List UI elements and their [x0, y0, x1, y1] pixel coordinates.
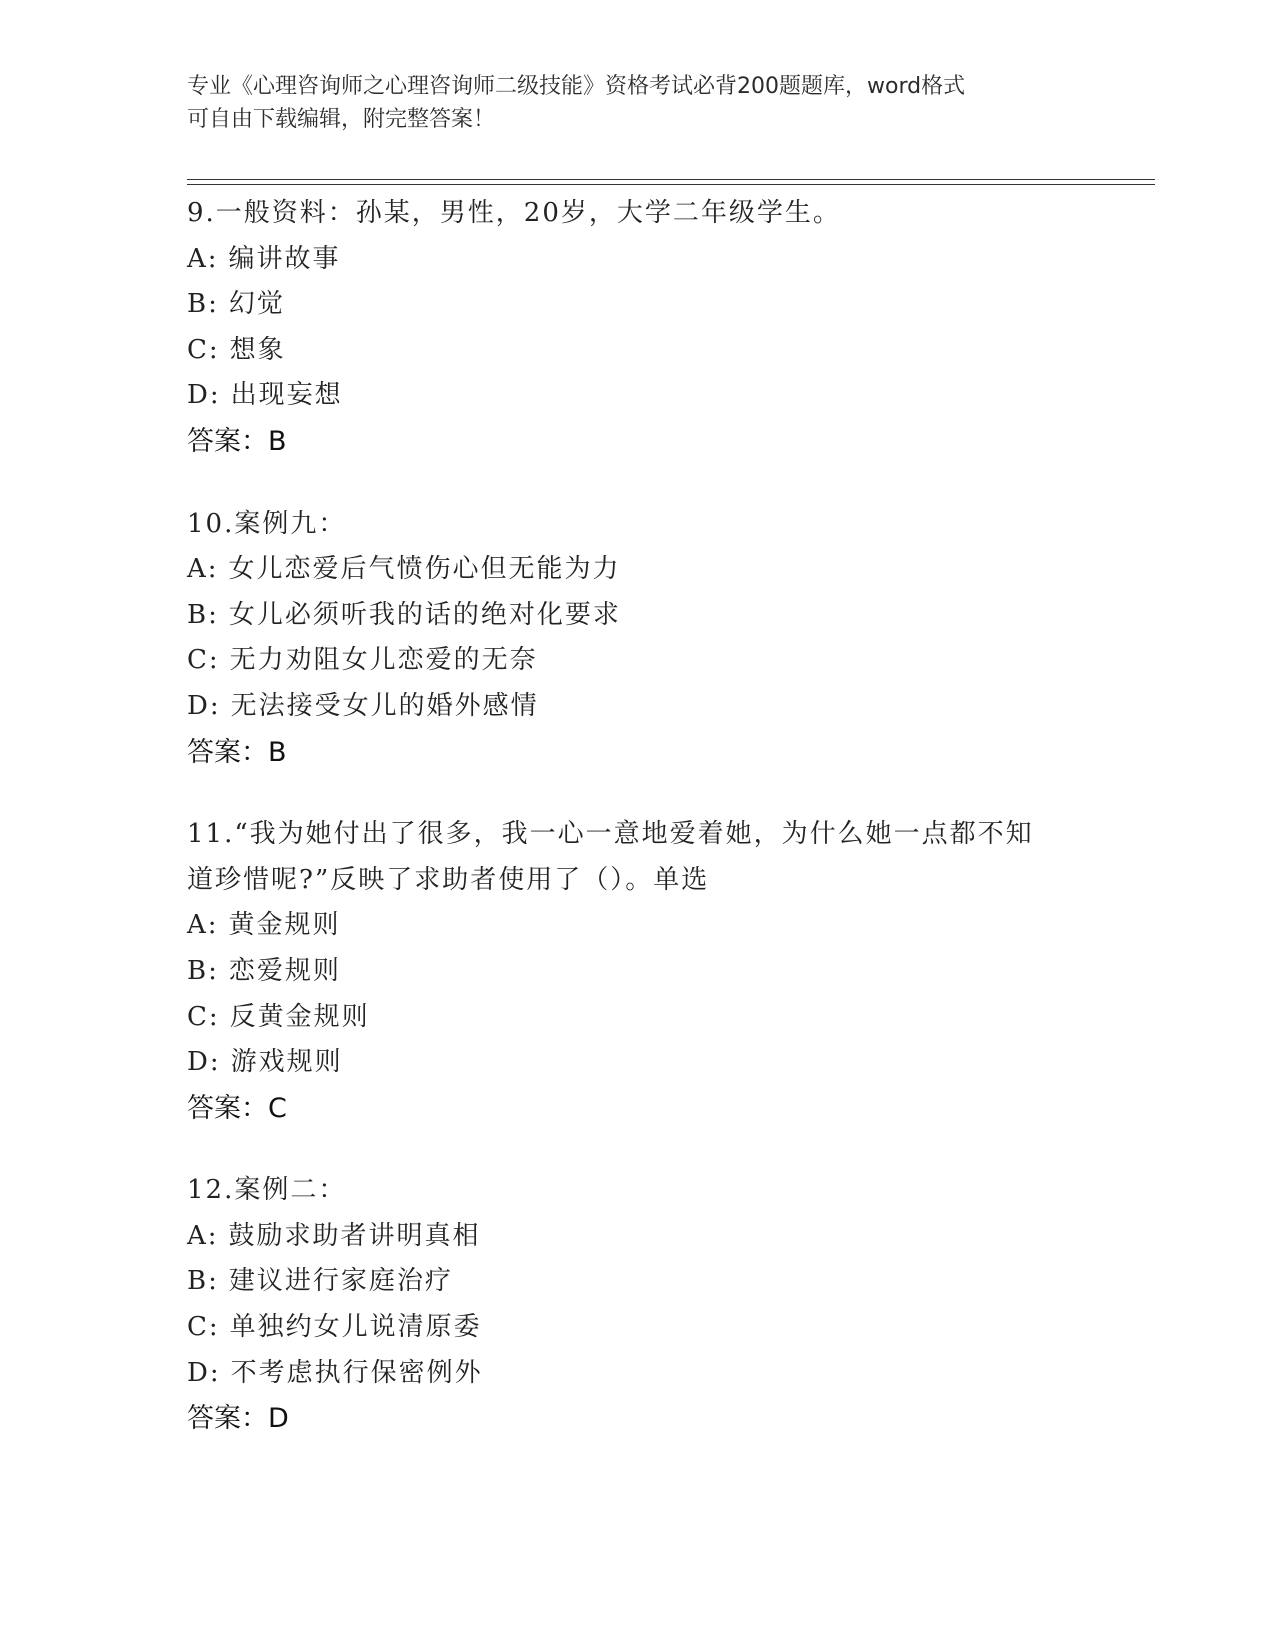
option-key: B: [187, 955, 219, 986]
option-key: D: [187, 380, 221, 411]
option-text: 鼓励求助者讲明真相 [228, 1220, 481, 1251]
question-stem: 9.一般资料：孙某，男性，20岁，大学二年级学生。 [187, 198, 841, 228]
option-key: B: [187, 289, 219, 320]
document-header [187, 70, 1067, 136]
question-stem: 12.案例二： [187, 1175, 347, 1206]
option-text: 恋爱规则 [228, 955, 341, 986]
option-text: 无力劝阻女儿恋爱的无奈 [229, 645, 538, 676]
option-key: B: [187, 599, 219, 630]
option-text: 幻觉 [228, 289, 285, 320]
option-key: C: [187, 645, 220, 676]
option-c [187, 638, 1155, 684]
option-a [187, 547, 1155, 593]
question-stem-line-1: 11.“我为她付出了很多，我一心一意地爱着她，为什么她一点都不知 [187, 819, 1034, 850]
question-11 [187, 812, 1155, 1131]
header-line-1: 专业《心理咨询师之心理咨询师二级技能》资格考试必背200题题库，word格式 [187, 74, 966, 99]
question-stem: 10.案例九： [187, 508, 347, 539]
option-key: C: [187, 1001, 220, 1032]
question-list [187, 191, 1155, 1479]
option-d [187, 373, 1155, 419]
answer-label: 答案：B [187, 736, 287, 768]
option-d [187, 1351, 1155, 1397]
option-b [187, 593, 1155, 639]
option-a [187, 903, 1155, 949]
option-text: 编讲故事 [228, 243, 341, 274]
option-b [187, 1259, 1155, 1305]
option-a [187, 237, 1155, 283]
option-text: 游戏规则 [230, 1047, 343, 1078]
option-text: 无法接受女儿的婚外感情 [230, 690, 539, 721]
option-c [187, 328, 1155, 374]
option-text: 想象 [229, 334, 286, 365]
option-key: A: [187, 243, 219, 274]
option-c [187, 1305, 1155, 1351]
question-12 [187, 1168, 1155, 1442]
option-d [187, 684, 1155, 730]
option-key: A: [187, 910, 219, 941]
option-text: 不考虑执行保密例外 [230, 1357, 483, 1388]
option-key: D: [187, 690, 221, 721]
option-text: 出现妄想 [230, 380, 343, 411]
option-key: D: [187, 1357, 221, 1388]
option-c [187, 995, 1155, 1041]
option-key: C: [187, 1312, 220, 1343]
option-key: D: [187, 1047, 221, 1078]
header-line-2: 可自由下载编辑，附完整答案！ [187, 107, 496, 132]
option-text: 单独约女儿说清原委 [229, 1312, 482, 1343]
option-text: 反黄金规则 [229, 1001, 370, 1032]
option-text: 建议进行家庭治疗 [228, 1266, 453, 1297]
answer-label: 答案：D [187, 1403, 289, 1435]
option-text: 女儿恋爱后气愤伤心但无能为力 [228, 554, 621, 585]
answer-label: 答案：B [187, 425, 287, 457]
header-divider [187, 179, 1155, 185]
answer-label: 答案：C [187, 1092, 287, 1124]
question-9 [187, 191, 1155, 465]
option-key: A: [187, 1220, 219, 1251]
option-key: C: [187, 334, 220, 365]
question-10 [187, 502, 1155, 776]
option-b [187, 949, 1155, 995]
option-key: A: [187, 554, 219, 585]
option-d [187, 1040, 1155, 1086]
question-stem-line-2: 道珍惜呢?”反映了求助者使用了（）。单选 [187, 864, 710, 895]
option-text: 黄金规则 [228, 910, 341, 941]
option-b [187, 282, 1155, 328]
option-text: 女儿必须听我的话的绝对化要求 [228, 599, 621, 630]
option-key: B: [187, 1266, 219, 1297]
option-a [187, 1214, 1155, 1260]
